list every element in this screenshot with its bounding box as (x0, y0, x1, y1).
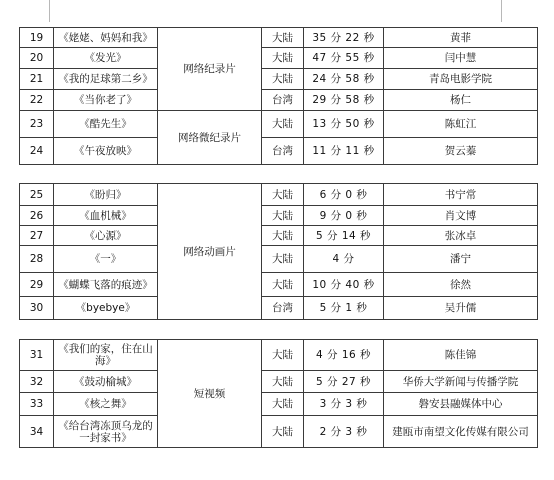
entry-duration: 5 分 27 秒 (304, 371, 384, 393)
entry-duration: 4 分 (304, 246, 384, 273)
entry-title: 《血机械》 (54, 206, 158, 226)
entry-region: 台湾 (262, 138, 304, 165)
entry-region: 大陆 (262, 393, 304, 416)
entry-title: 《鼓动榆城》 (54, 371, 158, 393)
entry-duration: 2 分 3 秒 (304, 416, 384, 448)
entry-duration: 10 分 40 秒 (304, 273, 384, 297)
entry-title: 《我们的家，住在山海》 (54, 340, 158, 371)
entry-duration: 5 分 14 秒 (304, 226, 384, 246)
entry-number: 25 (20, 184, 54, 206)
entry-duration: 9 分 0 秒 (304, 206, 384, 226)
table-row (20, 416, 538, 448)
entry-region: 大陆 (262, 111, 304, 138)
page-corner-mark-right (501, 0, 502, 22)
entry-producer: 张冰卓 (384, 226, 538, 246)
table-row (20, 273, 538, 297)
entry-producer: 青岛电影学院 (384, 69, 538, 90)
entry-producer: 徐然 (384, 273, 538, 297)
entry-number: 29 (20, 273, 54, 297)
award-table-1 (19, 27, 538, 165)
entry-duration: 3 分 3 秒 (304, 393, 384, 416)
entry-title: 《盼归》 (54, 184, 158, 206)
entry-number: 31 (20, 340, 54, 371)
entry-producer: 书宁常 (384, 184, 538, 206)
entry-producer: 陈佳锦 (384, 340, 538, 371)
entry-duration: 29 分 58 秒 (304, 90, 384, 111)
entry-region: 大陆 (262, 28, 304, 48)
entry-producer: 磐安县融媒体中心 (384, 393, 538, 416)
entry-duration: 5 分 1 秒 (304, 297, 384, 320)
entry-number: 20 (20, 48, 54, 69)
entry-title: 《一》 (54, 246, 158, 273)
entry-duration: 24 分 58 秒 (304, 69, 384, 90)
table-row (20, 69, 538, 90)
table-row (20, 206, 538, 226)
entry-producer: 黄菲 (384, 28, 538, 48)
entry-number: 24 (20, 138, 54, 165)
entry-duration: 11 分 11 秒 (304, 138, 384, 165)
entry-number: 28 (20, 246, 54, 273)
entry-title: 《byebye》 (54, 297, 158, 320)
entry-region: 大陆 (262, 69, 304, 90)
entry-duration: 4 分 16 秒 (304, 340, 384, 371)
category-cell: 网络动画片 (158, 184, 262, 320)
category-cell: 网络纪录片 (158, 28, 262, 111)
entry-region: 大陆 (262, 246, 304, 273)
table-row (20, 340, 538, 371)
entry-number: 27 (20, 226, 54, 246)
award-table-2 (19, 183, 538, 320)
category-cell: 网络微纪录片 (158, 111, 262, 165)
entry-title: 《午夜放映》 (54, 138, 158, 165)
entry-duration: 47 分 55 秒 (304, 48, 384, 69)
entry-number: 33 (20, 393, 54, 416)
table-row (20, 297, 538, 320)
entry-title: 《发光》 (54, 48, 158, 69)
entry-duration: 13 分 50 秒 (304, 111, 384, 138)
entry-producer: 肖文博 (384, 206, 538, 226)
entry-number: 32 (20, 371, 54, 393)
entry-number: 21 (20, 69, 54, 90)
entry-title: 《当你老了》 (54, 90, 158, 111)
entry-title: 《我的足球第二乡》 (54, 69, 158, 90)
entry-number: 30 (20, 297, 54, 320)
entry-producer: 陈虹江 (384, 111, 538, 138)
entry-title: 《核之舞》 (54, 393, 158, 416)
entry-producer: 吴升儒 (384, 297, 538, 320)
entry-producer: 建瓯市南望文化传媒有限公司 (384, 416, 538, 448)
entry-region: 台湾 (262, 90, 304, 111)
entry-duration: 6 分 0 秒 (304, 184, 384, 206)
entry-region: 大陆 (262, 340, 304, 371)
entry-region: 台湾 (262, 297, 304, 320)
page-corner-mark-left (49, 0, 50, 22)
entry-title: 《心源》 (54, 226, 158, 246)
entry-region: 大陆 (262, 371, 304, 393)
entry-producer: 潘宁 (384, 246, 538, 273)
entry-producer: 杨仁 (384, 90, 538, 111)
table-row (20, 111, 538, 138)
entry-title: 《姥姥、妈妈和我》 (54, 28, 158, 48)
table-row (20, 393, 538, 416)
entry-region: 大陆 (262, 206, 304, 226)
table-row (20, 138, 538, 165)
entry-number: 34 (20, 416, 54, 448)
table-row (20, 184, 538, 206)
table-row (20, 246, 538, 273)
entry-region: 大陆 (262, 48, 304, 69)
entry-region: 大陆 (262, 184, 304, 206)
entry-number: 26 (20, 206, 54, 226)
entry-title: 《酷先生》 (54, 111, 158, 138)
category-cell: 短视频 (158, 340, 262, 448)
entry-number: 23 (20, 111, 54, 138)
entry-title: 《给台湾冻顶乌龙的一封家书》 (54, 416, 158, 448)
entry-region: 大陆 (262, 416, 304, 448)
entry-duration: 35 分 22 秒 (304, 28, 384, 48)
entry-number: 19 (20, 28, 54, 48)
table-row (20, 226, 538, 246)
entry-producer: 闫中慧 (384, 48, 538, 69)
entry-number: 22 (20, 90, 54, 111)
table-row (20, 90, 538, 111)
table-row (20, 48, 538, 69)
table-row (20, 28, 538, 48)
entry-producer: 华侨大学新闻与传播学院 (384, 371, 538, 393)
entry-title: 《蝴蝶飞落的痕迹》 (54, 273, 158, 297)
table-row (20, 371, 538, 393)
entry-region: 大陆 (262, 226, 304, 246)
entry-producer: 贺云蓁 (384, 138, 538, 165)
award-table-3 (19, 339, 538, 448)
entry-region: 大陆 (262, 273, 304, 297)
